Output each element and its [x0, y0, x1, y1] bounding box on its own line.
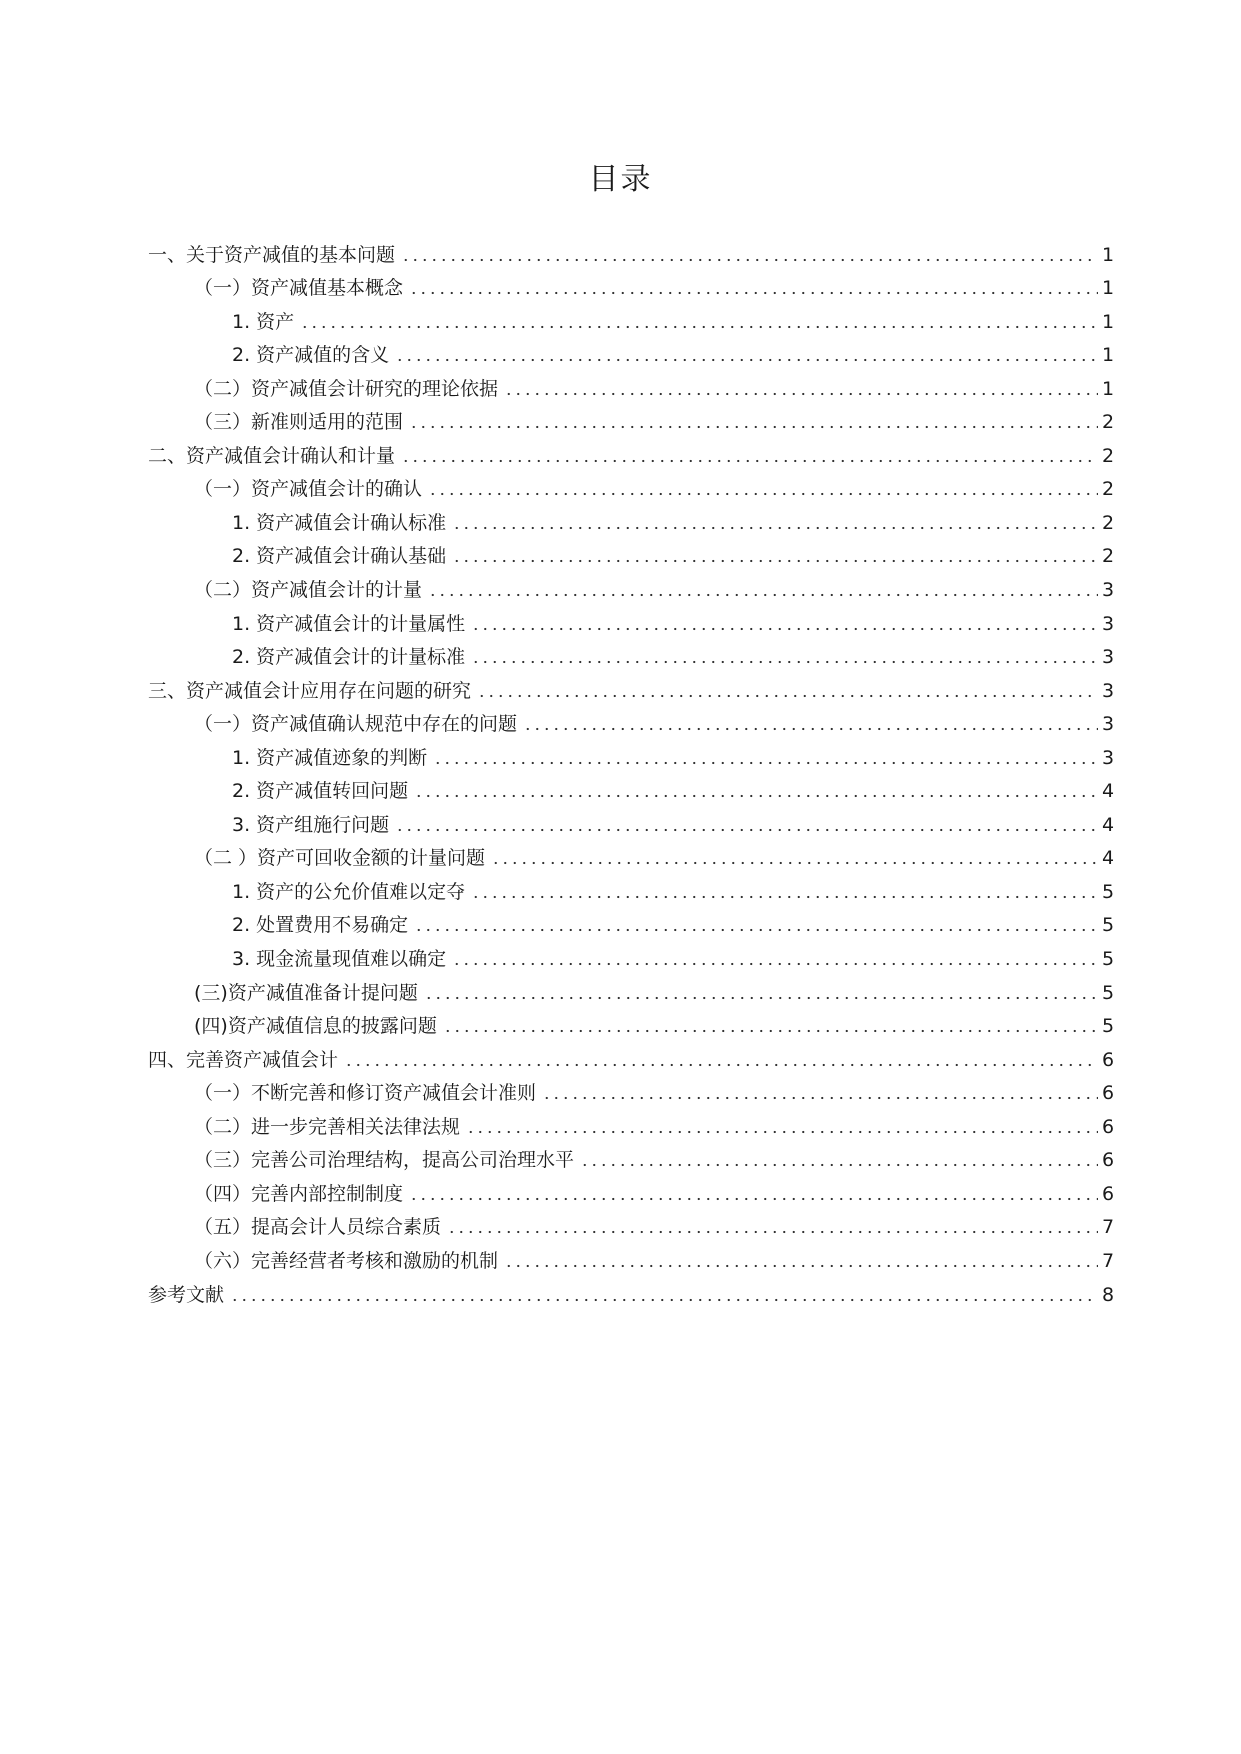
toc-entry-label: (三)资产减值准备计提问题	[194, 981, 418, 1004]
toc-entry[interactable]	[148, 937, 1114, 971]
toc-entry-page-number: 2	[1102, 511, 1115, 534]
toc-entry[interactable]	[148, 267, 1114, 301]
dot-leader	[424, 996, 1098, 1000]
dot-leader	[471, 660, 1098, 664]
toc-entry-label: 2. 资产减值会计确认基础	[232, 545, 447, 568]
toc-entry[interactable]	[148, 367, 1114, 401]
dot-leader	[477, 694, 1098, 698]
toc-entry-page-number: 5	[1102, 914, 1115, 937]
dot-leader	[344, 1063, 1098, 1067]
toc-entry[interactable]	[148, 1239, 1114, 1273]
dot-leader	[428, 593, 1098, 597]
dot-leader	[300, 325, 1098, 329]
toc-entry[interactable]	[148, 904, 1114, 938]
toc-entry[interactable]	[148, 1005, 1114, 1039]
toc-entry-label: （二）资产减值会计研究的理论依据	[194, 377, 499, 400]
toc-entry[interactable]	[148, 736, 1114, 770]
dot-leader	[409, 291, 1098, 295]
dot-leader	[409, 1197, 1098, 1201]
toc-entry[interactable]	[148, 870, 1114, 904]
dot-leader	[395, 828, 1098, 832]
toc-entry-page-number: 2	[1102, 444, 1115, 467]
toc-entry[interactable]	[148, 703, 1114, 737]
toc-entry-label: 四、完善资产减值会计	[148, 1048, 339, 1071]
toc-entry[interactable]	[148, 334, 1114, 368]
toc-entry-page-number: 4	[1102, 780, 1115, 803]
toc-entry-label: （一）资产减值确认规范中存在的问题	[194, 713, 518, 736]
toc-entry[interactable]	[148, 1072, 1114, 1106]
toc-entry[interactable]	[148, 803, 1114, 837]
toc-entry[interactable]	[148, 434, 1114, 468]
dot-leader	[428, 492, 1098, 496]
toc-entry-label: 2. 处置费用不易确定	[232, 914, 409, 937]
toc-entry-label: 1. 资产	[232, 310, 295, 333]
toc-entry-page-number: 1	[1102, 243, 1115, 266]
toc-entry[interactable]	[148, 1273, 1114, 1307]
toc-entry-page-number: 2	[1102, 545, 1115, 568]
toc-entry-label: （六）完善经营者考核和激励的机制	[194, 1249, 499, 1272]
toc-entry-label: 一、关于资产减值的基本问题	[148, 243, 396, 266]
toc-entry-page-number: 3	[1102, 646, 1115, 669]
toc-entry-page-number: 3	[1102, 612, 1115, 635]
dot-leader	[230, 1298, 1098, 1302]
toc-entry-label: 3. 资产组施行问题	[232, 813, 390, 836]
dot-leader	[452, 962, 1098, 966]
toc-entry-page-number: 2	[1102, 411, 1115, 434]
dot-leader	[414, 928, 1098, 932]
dot-leader	[580, 1163, 1098, 1167]
toc-entry-label: 1. 资产的公允价值难以定夺	[232, 880, 466, 903]
toc-entry-page-number: 5	[1102, 981, 1115, 1004]
dot-leader	[401, 258, 1098, 262]
dot-leader	[395, 358, 1098, 362]
toc-entry-label: （一）不断完善和修订资产减值会计准则	[194, 1082, 537, 1105]
toc-entry-label: 二、资产减值会计确认和计量	[148, 444, 396, 467]
toc-entry[interactable]	[148, 602, 1114, 636]
toc-entry-label: （二 ）资产可回收金额的计量问题	[194, 847, 486, 870]
toc-entry-page-number: 5	[1102, 880, 1115, 903]
toc-entry-page-number: 6	[1102, 1115, 1115, 1138]
toc-entry-page-number: 1	[1102, 344, 1115, 367]
toc-entry-page-number: 4	[1102, 847, 1115, 870]
toc-entry[interactable]	[148, 401, 1114, 435]
toc-entry[interactable]	[148, 1105, 1114, 1139]
table-of-contents	[148, 233, 1114, 1307]
toc-entry-label: （二）资产减值会计的计量	[194, 579, 423, 602]
toc-entry-label: （三）完善公司治理结构，提高公司治理水平	[194, 1149, 575, 1172]
toc-entry[interactable]	[148, 1206, 1114, 1240]
toc-entry-page-number: 5	[1102, 948, 1115, 971]
dot-leader	[466, 1130, 1098, 1134]
toc-entry-page-number: 6	[1102, 1048, 1115, 1071]
dot-leader	[452, 526, 1098, 530]
toc-entry-page-number: 1	[1102, 310, 1115, 333]
toc-entry-page-number: 7	[1102, 1249, 1115, 1272]
dot-leader	[471, 627, 1098, 631]
toc-entry-label: （一）资产减值会计的确认	[194, 478, 423, 501]
toc-entry[interactable]	[148, 233, 1114, 267]
toc-entry-label: 三、资产减值会计应用存在问题的研究	[148, 679, 472, 702]
dot-leader	[542, 1096, 1098, 1100]
toc-entry-label: 2. 资产减值的含义	[232, 344, 390, 367]
toc-entry-page-number: 8	[1102, 1283, 1115, 1306]
toc-entry[interactable]	[148, 1139, 1114, 1173]
dot-leader	[504, 392, 1098, 396]
toc-entry-label: （四）完善内部控制制度	[194, 1182, 404, 1205]
toc-entry-page-number: 4	[1102, 813, 1115, 836]
toc-entry-label: 1. 资产减值会计的计量属性	[232, 612, 466, 635]
toc-entry-label: 2. 资产减值会计的计量标准	[232, 646, 466, 669]
dot-leader	[504, 1264, 1098, 1268]
toc-entry[interactable]	[148, 535, 1114, 569]
toc-entry-label: （五）提高会计人员综合素质	[194, 1216, 442, 1239]
toc-entry-page-number: 7	[1102, 1216, 1115, 1239]
toc-entry[interactable]	[148, 1172, 1114, 1206]
dot-leader	[414, 794, 1098, 798]
toc-entry[interactable]	[148, 669, 1114, 703]
dot-leader	[452, 559, 1098, 563]
toc-entry-page-number: 3	[1102, 713, 1115, 736]
toc-entry-page-number: 3	[1102, 679, 1115, 702]
toc-entry[interactable]	[148, 300, 1114, 334]
toc-entry[interactable]	[148, 568, 1114, 602]
toc-entry-page-number: 3	[1102, 579, 1115, 602]
toc-entry-label: （一）资产减值基本概念	[194, 277, 404, 300]
toc-entry-label: 1. 资产减值会计确认标准	[232, 511, 447, 534]
toc-entry-page-number: 2	[1102, 478, 1115, 501]
toc-entry-label: 3. 现金流量现值难以确定	[232, 948, 447, 971]
toc-entry[interactable]	[148, 770, 1114, 804]
toc-entry-label: 1. 资产减值迹象的判断	[232, 746, 428, 769]
toc-entry-page-number: 3	[1102, 746, 1115, 769]
toc-entry-label: （二）进一步完善相关法律法规	[194, 1115, 461, 1138]
toc-entry-label: （三）新准则适用的范围	[194, 411, 404, 434]
toc-entry-page-number: 6	[1102, 1082, 1115, 1105]
toc-entry[interactable]	[148, 837, 1114, 871]
toc-entry[interactable]	[148, 501, 1114, 535]
toc-entry-label: 参考文献	[148, 1283, 225, 1306]
toc-entry-page-number: 6	[1102, 1149, 1115, 1172]
dot-leader	[523, 727, 1098, 731]
toc-entry[interactable]	[148, 636, 1114, 670]
dot-leader	[401, 459, 1098, 463]
page-title: 目录	[588, 162, 653, 197]
dot-leader	[443, 1029, 1098, 1033]
dot-leader	[433, 761, 1098, 765]
dot-leader	[491, 861, 1098, 865]
toc-entry-page-number: 5	[1102, 1015, 1115, 1038]
toc-entry[interactable]	[148, 468, 1114, 502]
dot-leader	[471, 895, 1098, 899]
toc-entry[interactable]	[148, 1038, 1114, 1072]
toc-entry-page-number: 1	[1102, 277, 1115, 300]
toc-entry-label: (四)资产减值信息的披露问题	[194, 1015, 437, 1038]
toc-entry-label: 2. 资产减值转回问题	[232, 780, 409, 803]
toc-entry[interactable]	[148, 971, 1114, 1005]
dot-leader	[409, 425, 1098, 429]
dot-leader	[447, 1230, 1098, 1234]
toc-entry-page-number: 1	[1102, 377, 1115, 400]
toc-entry-page-number: 6	[1102, 1182, 1115, 1205]
